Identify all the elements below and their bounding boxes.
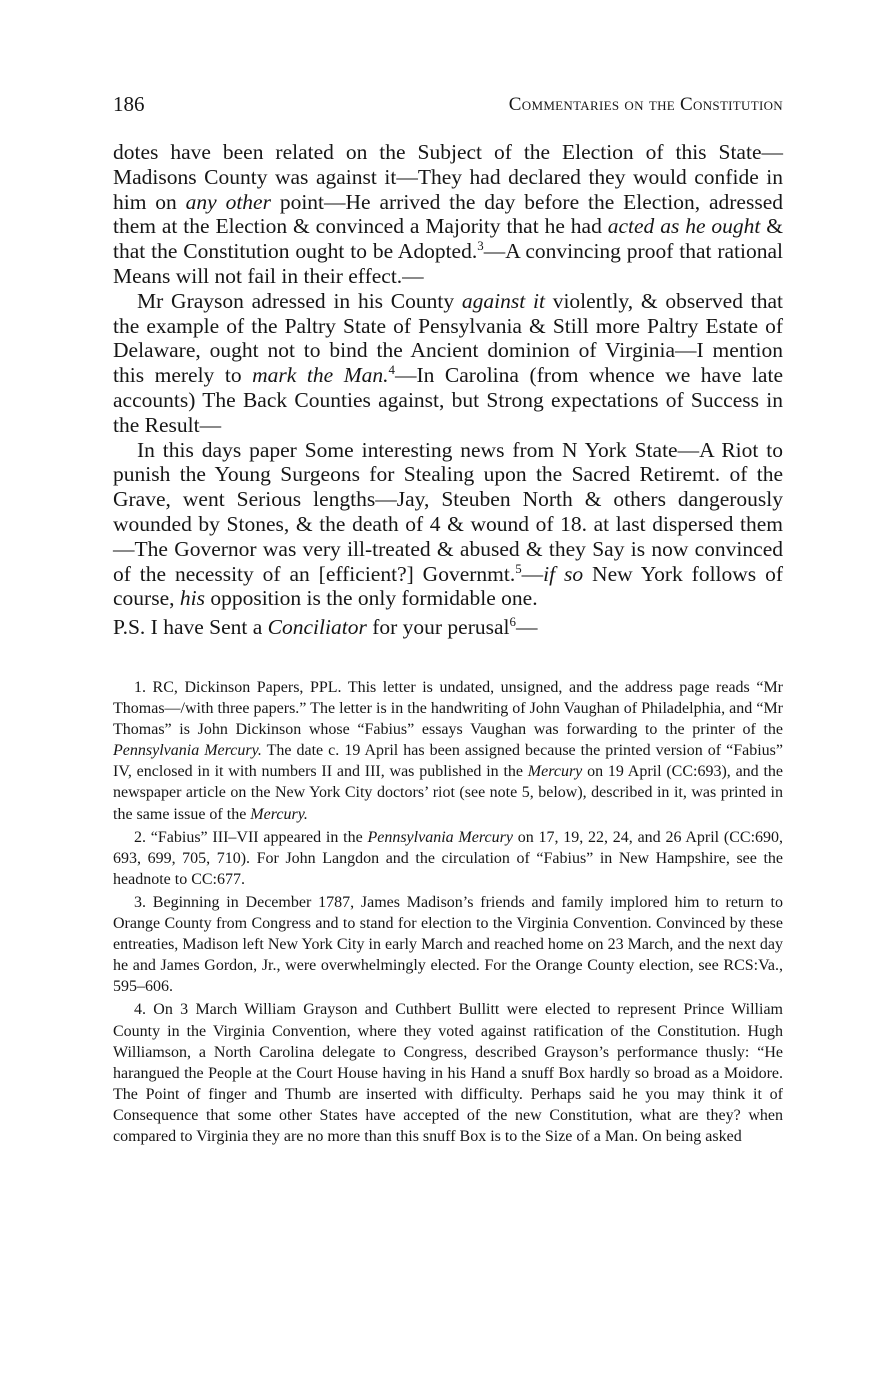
footnote-3: 3. Beginning in December 1787, James Madison’s friends and family implored him to return to Orange County from Congress and to stand for election to the Virginia Convention. Convinced by these entreaties, Madison left New York City in early March and reached home on 23 March, and the next day he and James Gordon, Jr., were overwhelmingly elected. For the Orange County election, see RCS:Va., 595–606. — [113, 893, 783, 996]
running-head: Commentaries on the Constitution — [508, 94, 783, 115]
footnote-1: 1. RC, Dickinson Papers, PPL. This letter is undated, unsigned, and the address page reads “Mr Thomas—/with three papers.” The letter is in the handwriting of John Vaughan of Philadelphia, and “Mr Thomas” is John Dickinson whose “Fabius” essays Vaughan was forwarding to the printer of the Pennsylvania Mercury. The date c. 19 April has been assigned because the printed version of “Fabius” IV, enclosed in it with numbers II and III, was published in the Mercury on 19 April (CC:693), and the newspaper article on the New York City doctors’ riot (see note 5, below), described in it, was printed in the same issue of the Mercury. — [113, 679, 784, 823]
paragraph-3: In this days paper Some interesting news from N York State—A Riot to punish the Young Surgeons for Stealing upon the Sacred Retiremt. of the Grave, went Serious lengths—Jay, Steuben North & others dangerously wounded by Stones, & the death of 4 & wound of 18. at last dispersed them—The Governor was very ill-treated & abused & they Say is now convinced of the necessity of an [efficient?] Governmt.$^5$—if so New York follows of course, his opposition is the only formidable one. — [113, 437, 783, 611]
footnote-ref-6: 6 — [509, 614, 516, 629]
footnote-ref-3: 3 — [477, 239, 484, 254]
footnote-ref-4: 4 — [388, 363, 395, 378]
page-number: 186 — [113, 92, 145, 116]
footnote-2: 2. “Fabius” III–VII appeared in the Pennsylvania Mercury on 17, 19, 22, 24, and 26 April (CC:690, 693, 699, 705, 710). For John Langdon and the circulation of “Fabius” in New Hampshire, see the headnote to CC:677. — [113, 828, 784, 888]
page-header — [113, 92, 783, 122]
footnote-ref-5: 5 — [515, 561, 522, 576]
footnotes — [113, 677, 783, 1149]
letter-body — [113, 140, 783, 640]
footnote-4: 4. On 3 March William Grayson and Cuthbert Bullitt were elected to represent Prince William County in the Virginia Convention, where they voted against ratification of the Constitution. Hugh Williamson, a North Carolina delegate to Congress, described Grayson’s performance thusly: “He harangued the People at the Court House having in his Hand a snuff Box hardly so broad as a Moidore. The Point of finger and Thumb are inserted with difficulty. Perhaps said he you may think it of Consequence that some other States have accepted of the new Constitution, what are they? when compared to Virginia they are no more than this snuff Box is to the Size of a Man. On being asked — [113, 1001, 783, 1145]
paragraph-2: Mr Grayson adressed in his County against it violently, & observed that the example of the Paltry State of Pensylvania & Still more Paltry Estate of Delaware, ought not to bind the Ancient dominion of Virginia—I mention this merely to mark the Man.$^4$—In Carolina (from whence we have late accounts) The Back Counties against, but Strong expectations of Success in the Result— — [113, 288, 783, 437]
paragraph-1: dotes have been related on the Subject of the Election of this State—Madisons County was against it—They had declared they would confide in him on any other point—He arrived the day before the Election, adressed them at the Election & convinced a Majority that he had acted as he ought & that the Constitution ought to be Adopted.$^3$—A convincing proof that rational Means will not fail in their effect.— — [113, 140, 783, 288]
postscript: P.S. I have Sent a Conciliator for your perusal$^6$— — [113, 614, 538, 640]
